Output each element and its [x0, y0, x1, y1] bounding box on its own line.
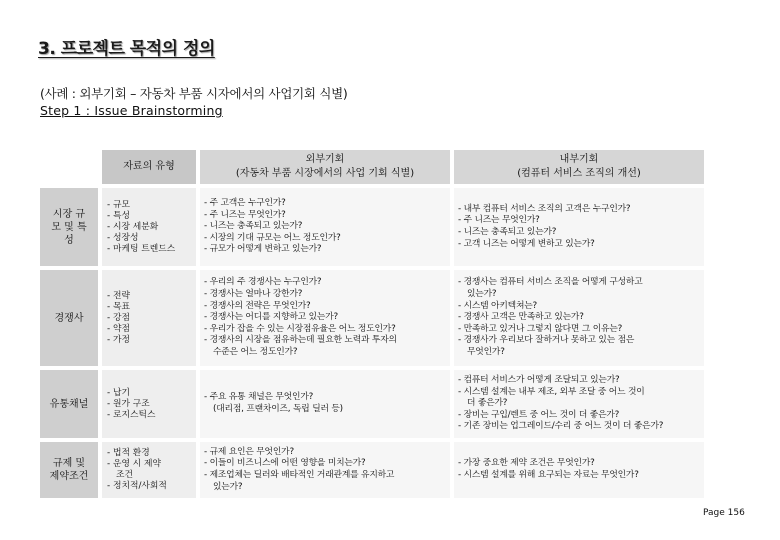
- row-label: 유통채널: [40, 370, 98, 438]
- header-external: 외부기회 (자동차 부품 시장에서의 사업 기회 식별): [200, 150, 450, 184]
- header-spacer: [40, 150, 98, 184]
- row-label: 시장 규 모 및 특 성: [40, 188, 98, 266]
- header-internal: 내부기회 (컴퓨터 서비스 조직의 개선): [454, 150, 704, 184]
- table-row-competitors: [40, 270, 704, 366]
- row-external: - 규제 요인은 무엇인가? - 이들이 비즈니스에 어떤 영향을 미치는가? - 제조업체는 딜러와 배타적인 거래관계를 유지하고 있는가?: [200, 442, 450, 498]
- row-internal: - 내부 컴퓨터 서비스 조직의 고객은 누구인가? - 주 니즈는 무엇인가? - 니즈는 충족되고 있는가? - 고객 니즈는 어떻게 변하고 있는가?: [454, 188, 704, 266]
- row-internal: - 가장 중요한 제약 조건은 무엇인가? - 시스템 설계를 위해 요구되는 자료는 무엇인가?: [454, 442, 704, 498]
- row-factors: - 납기 - 원가 구조 - 로지스틱스: [102, 370, 196, 438]
- row-factors: - 전략 - 목표 - 강점 - 약점 - 가정: [102, 270, 196, 366]
- row-internal: - 컴퓨터 서비스가 어떻게 조달되고 있는가? - 시스템 설계는 내부 제조, 외부 조달 중 어느 것이 더 좋은가? - 장비는 구입/렌트 중 어느 것이 더 좋은가? - 기존 장비는 업그레이드/수리 중 어느 것이 더 좋은가?: [454, 370, 704, 438]
- issue-brainstorming-table: [40, 150, 704, 498]
- page-title: 3. 프로젝트 목적의 정의: [38, 39, 215, 59]
- row-external: - 우리의 주 경쟁사는 누구인가? - 경쟁사는 얼마나 강한가? - 경쟁사의 전략은 무엇인가? - 경쟁사는 어디를 지향하고 있는가? - 우리가 잡을 수 있는 시장점유율은 어느 정도인가? - 경쟁사의 시장을 점유하는데 필요한 노력과 투자의 수준은 어느 정도인가?: [200, 270, 450, 366]
- row-external: - 주 고객은 누구인가? - 주 니즈는 무엇인가? - 니즈는 충족되고 있는가? - 시장의 기대 규모는 어느 정도인가? - 규모가 어떻게 변하고 있는가?: [200, 188, 450, 266]
- table-row-distribution: [40, 370, 704, 438]
- row-internal: - 경쟁사는 컴퓨터 서비스 조직을 어떻게 구성하고 있는가? - 시스템 아키텍쳐는? - 경쟁사 고객은 만족하고 있는가? - 만족하고 있거나 그렇지 않다면 그 이유는? - 경쟁사가 우리보다 잘하거나 못하고 있는 점은 무엇인가?: [454, 270, 704, 366]
- table-row-regulation: [40, 442, 704, 498]
- header-row: [40, 150, 704, 184]
- header-data-type: 자료의 유형: [102, 150, 196, 184]
- row-label: 규제 및 제약조건: [40, 442, 98, 498]
- row-label: 경쟁사: [40, 270, 98, 366]
- row-external: - 주요 유통 채널은 무엇인가? (대리점, 프랜차이즈, 독립 딜러 등): [200, 370, 450, 438]
- step-heading: Step 1 : Issue Brainstorming: [40, 103, 223, 118]
- table-row-market: [40, 188, 704, 266]
- page-number: Page 156: [703, 508, 745, 518]
- case-subtitle: (사례 : 외부기회 – 자동차 부품 시자에서의 사업기회 식별): [40, 86, 348, 101]
- row-factors: - 법적 환경 - 운영 시 제약 조건 - 정치적/사회적: [102, 442, 196, 498]
- row-factors: - 규모 - 특성 - 시장 세분화 - 성장성 - 마케팅 트렌드스: [102, 188, 196, 266]
